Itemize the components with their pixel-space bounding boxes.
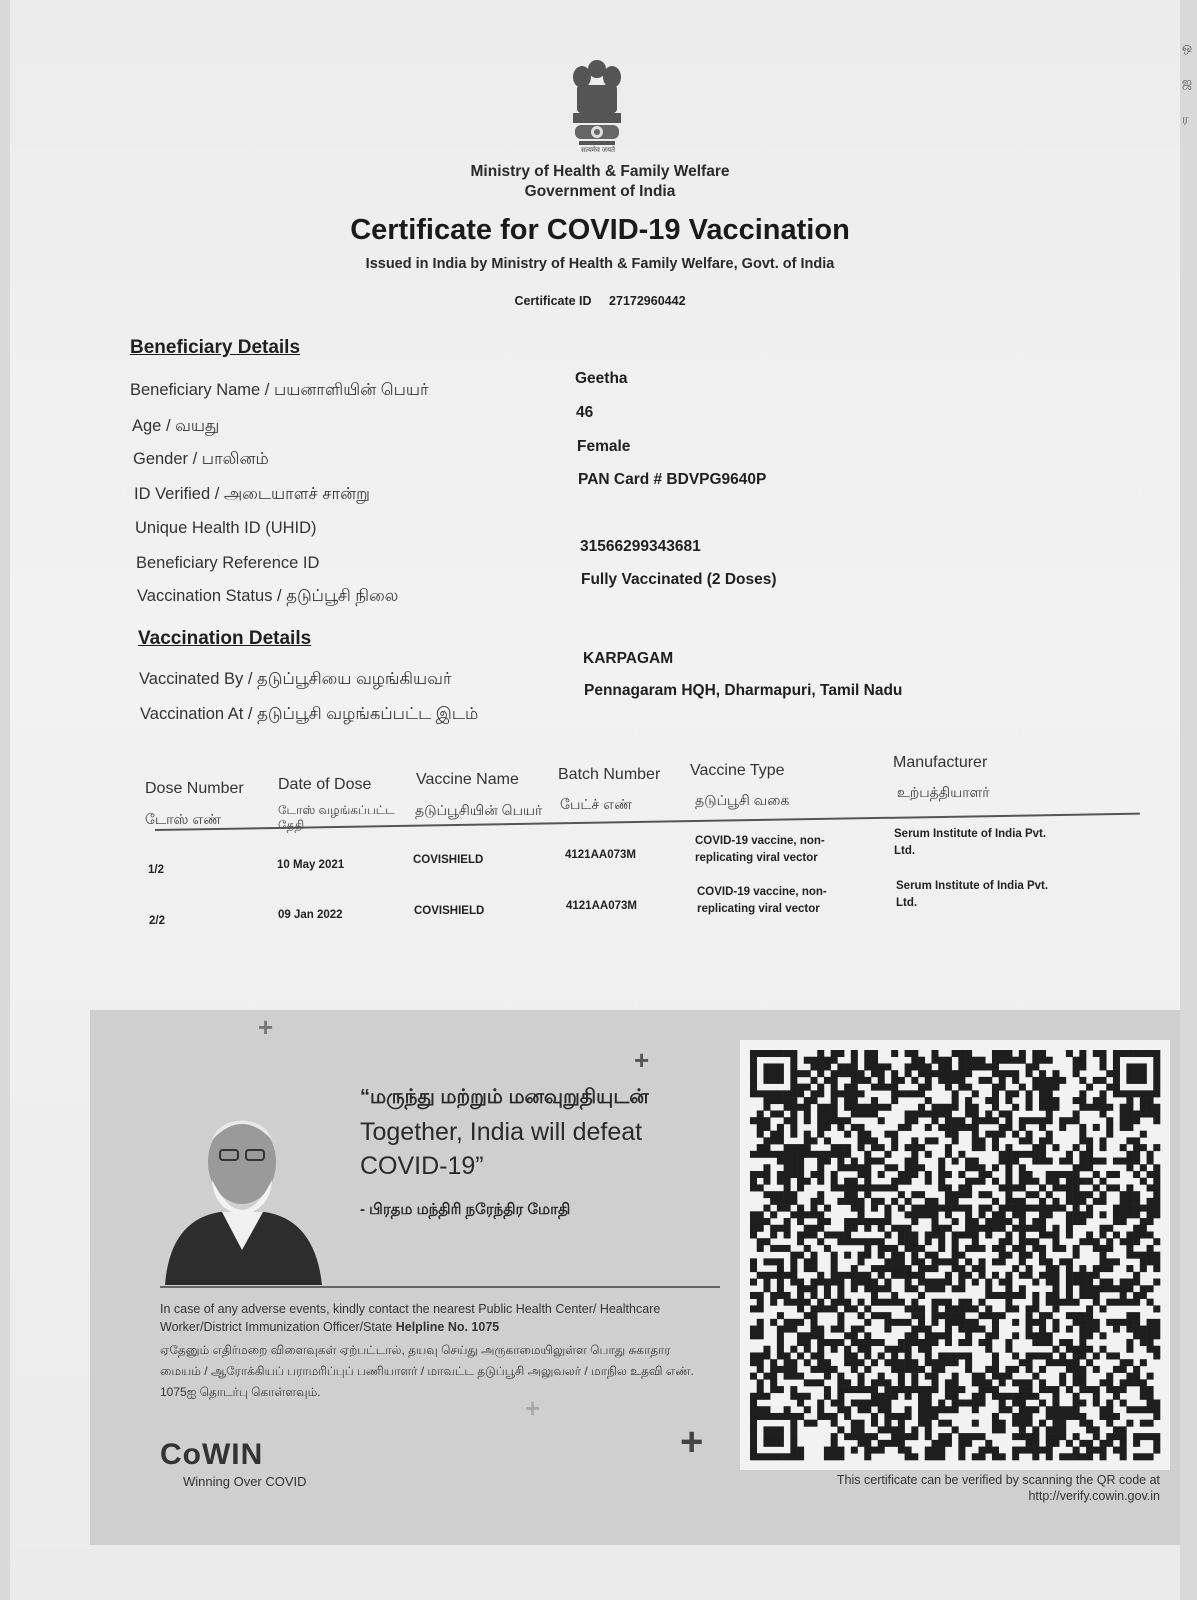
beneficiary-name-label: Beneficiary Name / பயனாளியின் பெயர் (130, 381, 429, 399)
vaccination-at-label: Vaccination At / தடுப்பூசி வழங்கப்பட்ட இடம் (140, 705, 479, 723)
age-label: Age / வயது (132, 417, 220, 435)
dose-date-cell: 10 May 2021 (277, 859, 345, 871)
edge-mark: ர (1182, 112, 1189, 126)
th-dose-number-ta: டோஸ் எண் (145, 811, 222, 827)
th-vaccine-name-ta: தடுப்பூசியின் பெயர் (415, 802, 543, 818)
qr-code-icon (750, 1050, 1160, 1460)
national-emblem-icon (565, 55, 629, 155)
th-vaccine-type: Vaccine Type (690, 762, 785, 779)
th-date-of-dose-ta: டோஸ் வழங்கப்பட்ட தேதி (278, 803, 395, 832)
age-value: 46 (576, 404, 594, 421)
vaccination-status-label: Vaccination Status / தடுப்பூசி நிலை (137, 587, 399, 605)
cowin-tagline: Winning Over COVID (183, 1474, 307, 1489)
vaccine-type-cell: COVID-19 vaccine, non-replicating viral vector (695, 835, 825, 864)
certificate-title: Certificate for COVID-19 Vaccination (350, 214, 850, 246)
batch-number-cell: 4121AA073M (565, 849, 636, 861)
gender-label: Gender / பாலினம் (133, 450, 269, 468)
adverse-events-text: In case of any adverse events, kindly contact the nearest Public Health Center/ Healthcare Worker/District Immunization Officer/State (160, 1302, 661, 1334)
vaccination-status-value: Fully Vaccinated (2 Doses) (581, 571, 777, 588)
reference-id-value: 31566299343681 (580, 538, 701, 555)
vaccinated-by-value: KARPAGAM (583, 650, 674, 667)
certificate-page (10, 0, 1193, 1600)
issuing-authority (390, 162, 810, 202)
cowin-logo: CoWIN (160, 1438, 264, 1471)
vaccination-at-value: Pennagaram HQH, Dharmapuri, Tamil Nadu (584, 682, 903, 699)
vaccinated-by-label: Vaccinated By / தடுப்பூசியை வழங்கியவர் (139, 670, 452, 688)
th-date-of-dose: Date of Dose (278, 776, 372, 793)
government-name: Government of India (524, 183, 676, 200)
plus-decoration-icon: + (680, 1420, 704, 1464)
prime-minister-portrait (160, 1100, 325, 1285)
helpline-number: Helpline No. 1075 (395, 1320, 500, 1334)
th-batch-number-ta: பேட்ச் எண் (560, 796, 632, 812)
adverse-events-notice-tamil: ஏதேனும் எதிர்மறை விளைவுகள் ஏற்பட்டால், தயவு செய்து அருகாமையிலுள்ள பொது சுகாதார மையம் / ஆரோக்கியப் பராமரிப்புப் பணியாளர் / மாவட்ட தடுப்பூசி அலுவலர் / மாநில உதவி எண். 1075ஐ தொடர்பு கொள்ளவும். (160, 1343, 694, 1399)
edge-mark: ஒ (1182, 40, 1193, 54)
batch-number-cell: 4121AA073M (566, 900, 637, 912)
th-manufacturer: Manufacturer (893, 754, 988, 771)
certificate-id-label: Certificate ID (514, 294, 592, 308)
plus-decoration-icon: + (258, 1012, 274, 1042)
qr-verify-note (770, 1472, 1160, 1504)
th-vaccine-type-ta: தடுப்பூசி வகை (695, 792, 790, 808)
vaccine-type-cell: COVID-19 vaccine, non-replicating viral vector (697, 886, 827, 915)
reference-id-label: Beneficiary Reference ID (136, 554, 320, 572)
dose-date-cell: 09 Jan 2022 (278, 909, 343, 921)
vaccination-details-heading: Vaccination Details (138, 628, 312, 649)
manufacturer-cell: Serum Institute of India Pvt. Ltd. (894, 828, 1047, 857)
banner-divider (160, 1286, 720, 1288)
dose-number-cell: 1/2 (148, 864, 164, 876)
beneficiary-name-value: Geetha (575, 370, 628, 387)
quote-tamil: “மருந்து மற்றும் மனவுறுதியுடன் (360, 1086, 649, 1108)
quote-attribution: - பிரதம மந்திரி நரேந்திர மோதி (360, 1201, 571, 1218)
adverse-events-notice (160, 1300, 705, 1336)
th-dose-number: Dose Number (145, 780, 244, 797)
gender-value: Female (577, 438, 631, 455)
id-verified-label: ID Verified / அடையாளச் சான்று (134, 485, 370, 503)
vaccine-name-cell: COVISHIELD (414, 905, 485, 917)
qr-verify-url: http://verify.cowin.gov.in (1028, 1489, 1160, 1503)
qr-verify-text: This certificate can be verified by scanning the QR code at (836, 1473, 1160, 1487)
uhid-label: Unique Health ID (UHID) (135, 519, 317, 537)
plus-decoration-icon: + (525, 1393, 541, 1423)
th-vaccine-name: Vaccine Name (416, 771, 519, 788)
ministry-name: Ministry of Health & Family Welfare (470, 163, 730, 180)
quote-english: Together, India will defeat COVID-19” (360, 1118, 643, 1180)
th-manufacturer-ta: உற்பத்தியாளர் (897, 784, 990, 800)
certificate-id (450, 294, 750, 308)
edge-mark: ஜ (1182, 75, 1193, 89)
emblem-motto: सत्यमेव जयते (580, 147, 616, 154)
plus-decoration-icon: + (634, 1045, 650, 1075)
qr-code-panel (740, 1040, 1170, 1470)
th-batch-number: Batch Number (558, 766, 661, 783)
vaccine-name-cell: COVISHIELD (413, 854, 484, 866)
certificate-subtitle: Issued in India by Ministry of Health & Family Welfare, Govt. of India (365, 256, 835, 272)
manufacturer-cell: Serum Institute of India Pvt. Ltd. (896, 880, 1049, 909)
dose-number-cell: 2/2 (149, 915, 165, 927)
certificate-id-value: 27172960442 (609, 294, 686, 308)
beneficiary-details-heading: Beneficiary Details (130, 337, 301, 358)
id-verified-value: PAN Card # BDVPG9640P (578, 471, 767, 488)
pm-quote (360, 1085, 700, 1220)
